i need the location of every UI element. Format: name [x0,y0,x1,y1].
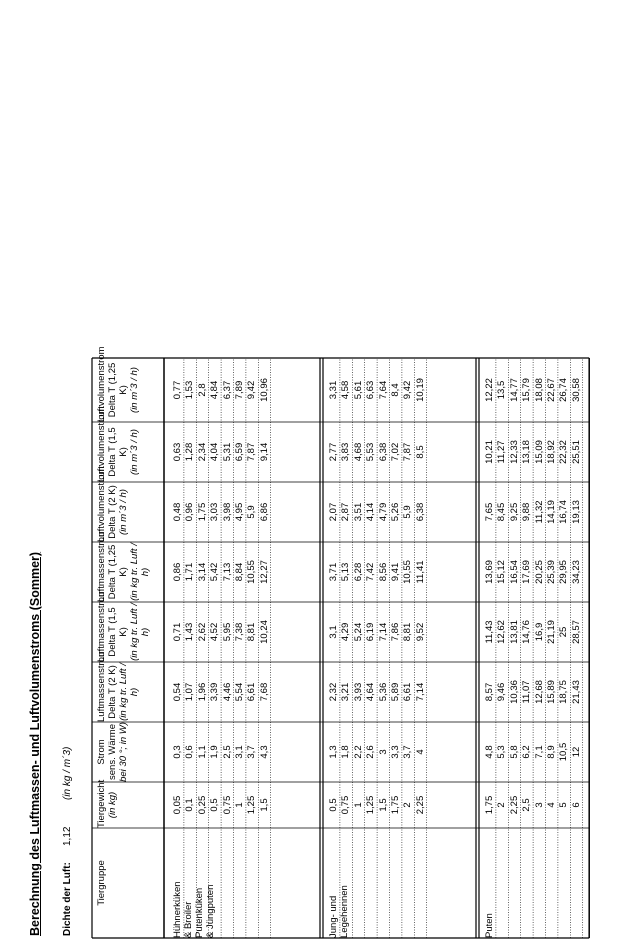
table-cell: 13,69 [484,560,495,584]
table-cell: 5,95 [221,622,233,642]
group-name-line: Jung- und [328,895,339,938]
group-name-line: Putenküken [194,887,205,938]
table-cell: 0,5 [209,798,221,812]
table-cell: 17,69 [521,560,533,584]
table-cell: 4,95 [234,502,245,522]
group-name-line: Puten [484,913,495,938]
table-cell: 0,63 [172,442,183,462]
table-cell: 0,75 [340,795,352,815]
table-cell: 0,75 [221,795,233,815]
table-cell: 2,5 [521,798,533,812]
table-cell: 13,18 [521,440,533,464]
group-name [172,828,216,938]
header-line: sens. Wärme [107,724,118,780]
table-cell: 12,22 [484,378,495,402]
table-cell: 7,14 [377,622,389,642]
table-cell: 5,9 [402,505,414,519]
table-cell: 16,9 [533,622,545,642]
table-cell: 8,84 [234,562,245,582]
table-cell: 20,25 [533,560,545,584]
table-cell: 1,75 [196,502,208,522]
table-cell: 1 [234,802,245,808]
table-cell: 1,28 [184,442,196,462]
column-header [96,722,162,782]
table-cell: 0,96 [184,502,196,522]
table-cell: 1,96 [196,682,208,702]
table-cell: 5,53 [365,442,377,462]
table-cell: 9,88 [521,502,533,522]
table-cell: 6,28 [352,562,364,582]
table-cell: 25,39 [546,560,557,584]
table-cell: 7,38 [234,622,245,642]
table-cell: 2 [402,802,414,808]
table-cell: 14,19 [546,500,557,524]
table-cell: 5,54 [234,682,245,702]
table-cell: 1,25 [365,795,377,815]
table-cell: 7,1 [533,745,545,759]
table-cell: 34,23 [570,560,582,584]
density-value: 1,12 [62,826,73,846]
table-cell: 11,32 [533,500,545,524]
header-line: Delta T (2 K) [107,665,118,719]
table-cell: 10,21 [484,440,495,464]
table-cell: 3 [533,802,545,808]
table-cell: 2,87 [340,502,352,522]
table-cell: 7,13 [221,562,233,582]
header-line: (in kg tr. Luft / h) [129,543,151,601]
table-cell: 5,89 [390,682,401,702]
table-cell: 3 [377,749,389,755]
table-cell: 7,42 [365,562,377,582]
table-cell: 3,14 [196,562,208,582]
table-cell: 21,19 [546,620,557,644]
table-cell: 1,9 [209,745,221,759]
table-cell: 12,27 [258,560,270,584]
table-cell: 1,53 [184,380,196,400]
table-cell: 13,5 [496,380,508,400]
table-cell: 5,61 [352,380,364,400]
group-name [328,828,350,938]
table-cell: 8,5 [414,445,426,459]
table-cell: 6,59 [234,442,245,462]
table-cell: 15,79 [521,378,533,402]
table-cell: 7,02 [390,442,401,462]
table-cell: 19,13 [570,500,582,524]
table-cell: 2,5 [221,745,233,759]
table-cell: 4,52 [209,622,221,642]
table-cell: 5,42 [209,562,221,582]
table-cell: 6,61 [402,682,414,702]
table-cell: 4,64 [365,682,377,702]
header-line: (in kg) [107,791,118,819]
table-cell: 0,77 [172,380,183,400]
header-line: Luftvolumenstrom [96,406,107,482]
column-header [96,529,162,602]
table-cell: 1,07 [184,682,196,702]
table-cell: 14,77 [508,378,520,402]
header-line: Delta T (1,5 K) [107,427,129,477]
table-cell: 25 [558,626,570,638]
table-cell: 6 [570,802,582,808]
header-line: (in kg tr. Luft / h) [118,663,140,721]
table-cell: 3,51 [352,502,364,522]
table-cell: 2,8 [196,383,208,397]
table-cell: 1,43 [184,622,196,642]
table-cell: 12,68 [533,680,545,704]
table-cell: 7,87 [402,442,414,462]
table-cell: 10,24 [258,620,270,644]
table-cell: 8,81 [402,622,414,642]
table-cell: 22,32 [558,440,570,464]
table-cell: 5,36 [377,682,389,702]
table-cell: 21,43 [570,680,582,704]
table-cell: 26,74 [558,378,570,402]
table-cell: 11,27 [496,440,508,464]
header-line: Tiergewicht [96,779,107,828]
table-cell: 16,54 [508,560,520,584]
table-cell: 7,14 [414,682,426,702]
table-cell: 2,62 [196,622,208,642]
group-name [484,828,495,938]
table-cell: 3,7 [402,745,414,759]
table-cell: 25,51 [570,440,582,464]
table-cell: 0,5 [328,798,339,812]
table-cell: 2,6 [365,745,377,759]
header-line: (in m´3 / h) [118,489,129,535]
table-cell: 22,67 [546,378,557,402]
table-cell: 18,92 [546,440,557,464]
table-cell: 15,89 [546,680,557,704]
table-cell: 3,93 [352,682,364,702]
table-cell: 9,42 [246,380,258,400]
table-cell: 4,58 [340,380,352,400]
table-cell: 3,31 [328,380,339,400]
table-cell: 3,03 [209,502,221,522]
table-cell: 4,46 [221,682,233,702]
header-line: Luftvolumenstrom [96,346,107,422]
table-cell: 3,1 [234,745,245,759]
table-cell: 1,75 [484,795,495,815]
group-name-line: Hühnerküken [172,881,183,938]
header-line: Strom [96,739,107,765]
table-cell: 2,2 [352,745,364,759]
table-cell: 0,05 [172,795,183,815]
column-header [96,589,162,662]
table-cell: 3,98 [221,502,233,522]
table-cell: 30,58 [570,378,582,402]
table-cell: 6,38 [377,442,389,462]
header-line: Delta T (2 K) [107,485,118,539]
table-cell: 2,25 [508,795,520,815]
table-cell: 4,84 [209,380,221,400]
table-cell: 12 [570,746,582,758]
table-cell: 3,39 [209,682,221,702]
table-cell: 3,7 [246,745,258,759]
table-cell: 1,1 [196,745,208,759]
table-cell: 2,77 [328,442,339,462]
header-line: Delta T (1,25 K) [107,362,129,418]
table-cell: 6,38 [414,502,426,522]
table-cell: 15,12 [496,560,508,584]
table-cell: 4 [414,749,426,755]
group-name-line: & Broiler [183,901,194,938]
table-cell: 6,86 [258,502,270,522]
table-cell: 5 [558,802,570,808]
table-cell: 10,96 [258,378,270,402]
column-header [96,466,162,542]
table-cell: 14,76 [521,620,533,644]
column-header [96,828,162,938]
table-cell: 4,79 [377,502,389,522]
table-cell: 3,83 [340,442,352,462]
table-cell: 12,33 [508,440,520,464]
table-cell: 1 [352,802,364,808]
column-header [96,649,162,722]
table-cell: 1,5 [377,798,389,812]
table-cell: 9,42 [402,380,414,400]
header-line: Luftmassenstrom [96,529,107,602]
table-cell: 4,68 [352,442,364,462]
table-cell: 13,81 [508,620,520,644]
table-cell: 5,24 [352,622,364,642]
table-cell: 7,65 [484,502,495,522]
group-name-line: & Jüngputen [205,884,216,938]
table-cell: 1,5 [258,798,270,812]
table-cell: 8,45 [496,502,508,522]
table-cell: 1,75 [390,795,401,815]
column-header [96,406,162,482]
table-cell: 3,71 [328,562,339,582]
table-cell: 0,71 [172,622,183,642]
density-label: Dichte der Luft: [62,862,73,936]
table-cell: 1,3 [328,745,339,759]
table-cell: 6,2 [521,745,533,759]
header-line: (in kg tr. Luft / h) [129,603,151,661]
table-cell: 9,41 [390,562,401,582]
table-cell: 4,3 [258,745,270,759]
table-cell: 9,14 [258,442,270,462]
table-cell: 1,25 [246,795,258,815]
table-cell: 8,9 [546,745,557,759]
table-cell: 8,57 [484,682,495,702]
table-cell: 7,87 [246,442,258,462]
table-cell: 3,1 [328,625,339,639]
table-cell: 8,81 [246,622,258,642]
table-cell: 5,8 [508,745,520,759]
table-cell: 4,04 [209,442,221,462]
table-cell: 5,26 [390,502,401,522]
table-cell: 6,63 [365,380,377,400]
table-cell: 7,86 [390,622,401,642]
table-cell: 5,9 [246,505,258,519]
table-cell: 18,08 [533,378,545,402]
header-line: Delta T (1,25 K) [107,544,129,600]
column-header [96,346,162,422]
table-cell: 11,07 [521,680,533,704]
table-cell: 18,75 [558,680,570,704]
table-cell: 0,3 [172,745,183,759]
header-line: Luftmassenstrom [96,589,107,662]
table-cell: 11,41 [414,560,426,584]
table-cell: 11,43 [484,620,495,644]
table-cell: 15,09 [533,440,545,464]
table-cell: 10,19 [414,378,426,402]
header-line: bei 30 °; in W) [118,722,129,782]
density-unit: (in kg / m´3) [62,746,73,800]
table-cell: 1,8 [340,745,352,759]
table-cell: 0,48 [172,502,183,522]
table-cell: 1,71 [184,562,196,582]
table-cell: 4,8 [484,745,495,759]
table-cell: 3,3 [390,745,401,759]
column-header [96,779,162,828]
table-cell: 5,3 [496,745,508,759]
table-cell: 9,46 [496,682,508,702]
table-cell: 7,64 [377,380,389,400]
table-cell: 28,57 [570,620,582,644]
table-cell: 0,25 [196,795,208,815]
table-cell: 6,61 [246,682,258,702]
table-cell: 4,29 [340,622,352,642]
table-cell: 6,19 [365,622,377,642]
header-line: Luftvolumenstrom [96,466,107,542]
table-cell: 4 [546,802,557,808]
table-cell: 8,4 [390,383,401,397]
header-line: Tiergruppe [96,860,107,906]
table-cell: 2,07 [328,502,339,522]
table-cell: 0,86 [172,562,183,582]
table-cell: 2,32 [328,682,339,702]
table-cell: 2,34 [196,442,208,462]
table-cell: 5,13 [340,562,352,582]
table-cell: 8,56 [377,562,389,582]
header-line: (in m´3 / h) [129,367,140,413]
table-cell: 0,6 [184,745,196,759]
table-cell: 16,74 [558,500,570,524]
table-cell: 29,95 [558,560,570,584]
header-line: (in m´3 / h) [129,429,140,475]
document-title: Berechnung des Luftmassen- und Luftvolumenstroms (Sommer) [28,551,42,936]
table-cell: 10,55 [246,560,258,584]
table-cell: 9,25 [508,502,520,522]
table-cell: 2,25 [414,795,426,815]
table-cell: 12,62 [496,620,508,644]
table-cell: 4,14 [365,502,377,522]
table-cell: 7,68 [258,682,270,702]
table-cell: 0,54 [172,682,183,702]
table-cell: 9,52 [414,622,426,642]
table-cell: 7,89 [234,380,245,400]
table-cell: 2 [496,802,508,808]
table-cell: 5,31 [221,442,233,462]
header-line: Delta T (1,5 K) [107,607,129,657]
table-cell: 10,55 [402,560,414,584]
group-name-line: Legehennen [339,885,350,938]
table-cell: 6,37 [221,380,233,400]
table-cell: 0,1 [184,798,196,812]
header-line: Luftmassenstrom [96,649,107,722]
table-cell: 10,5 [558,742,570,762]
table-cell: 10,36 [508,680,520,704]
table-cell: 3,21 [340,682,352,702]
